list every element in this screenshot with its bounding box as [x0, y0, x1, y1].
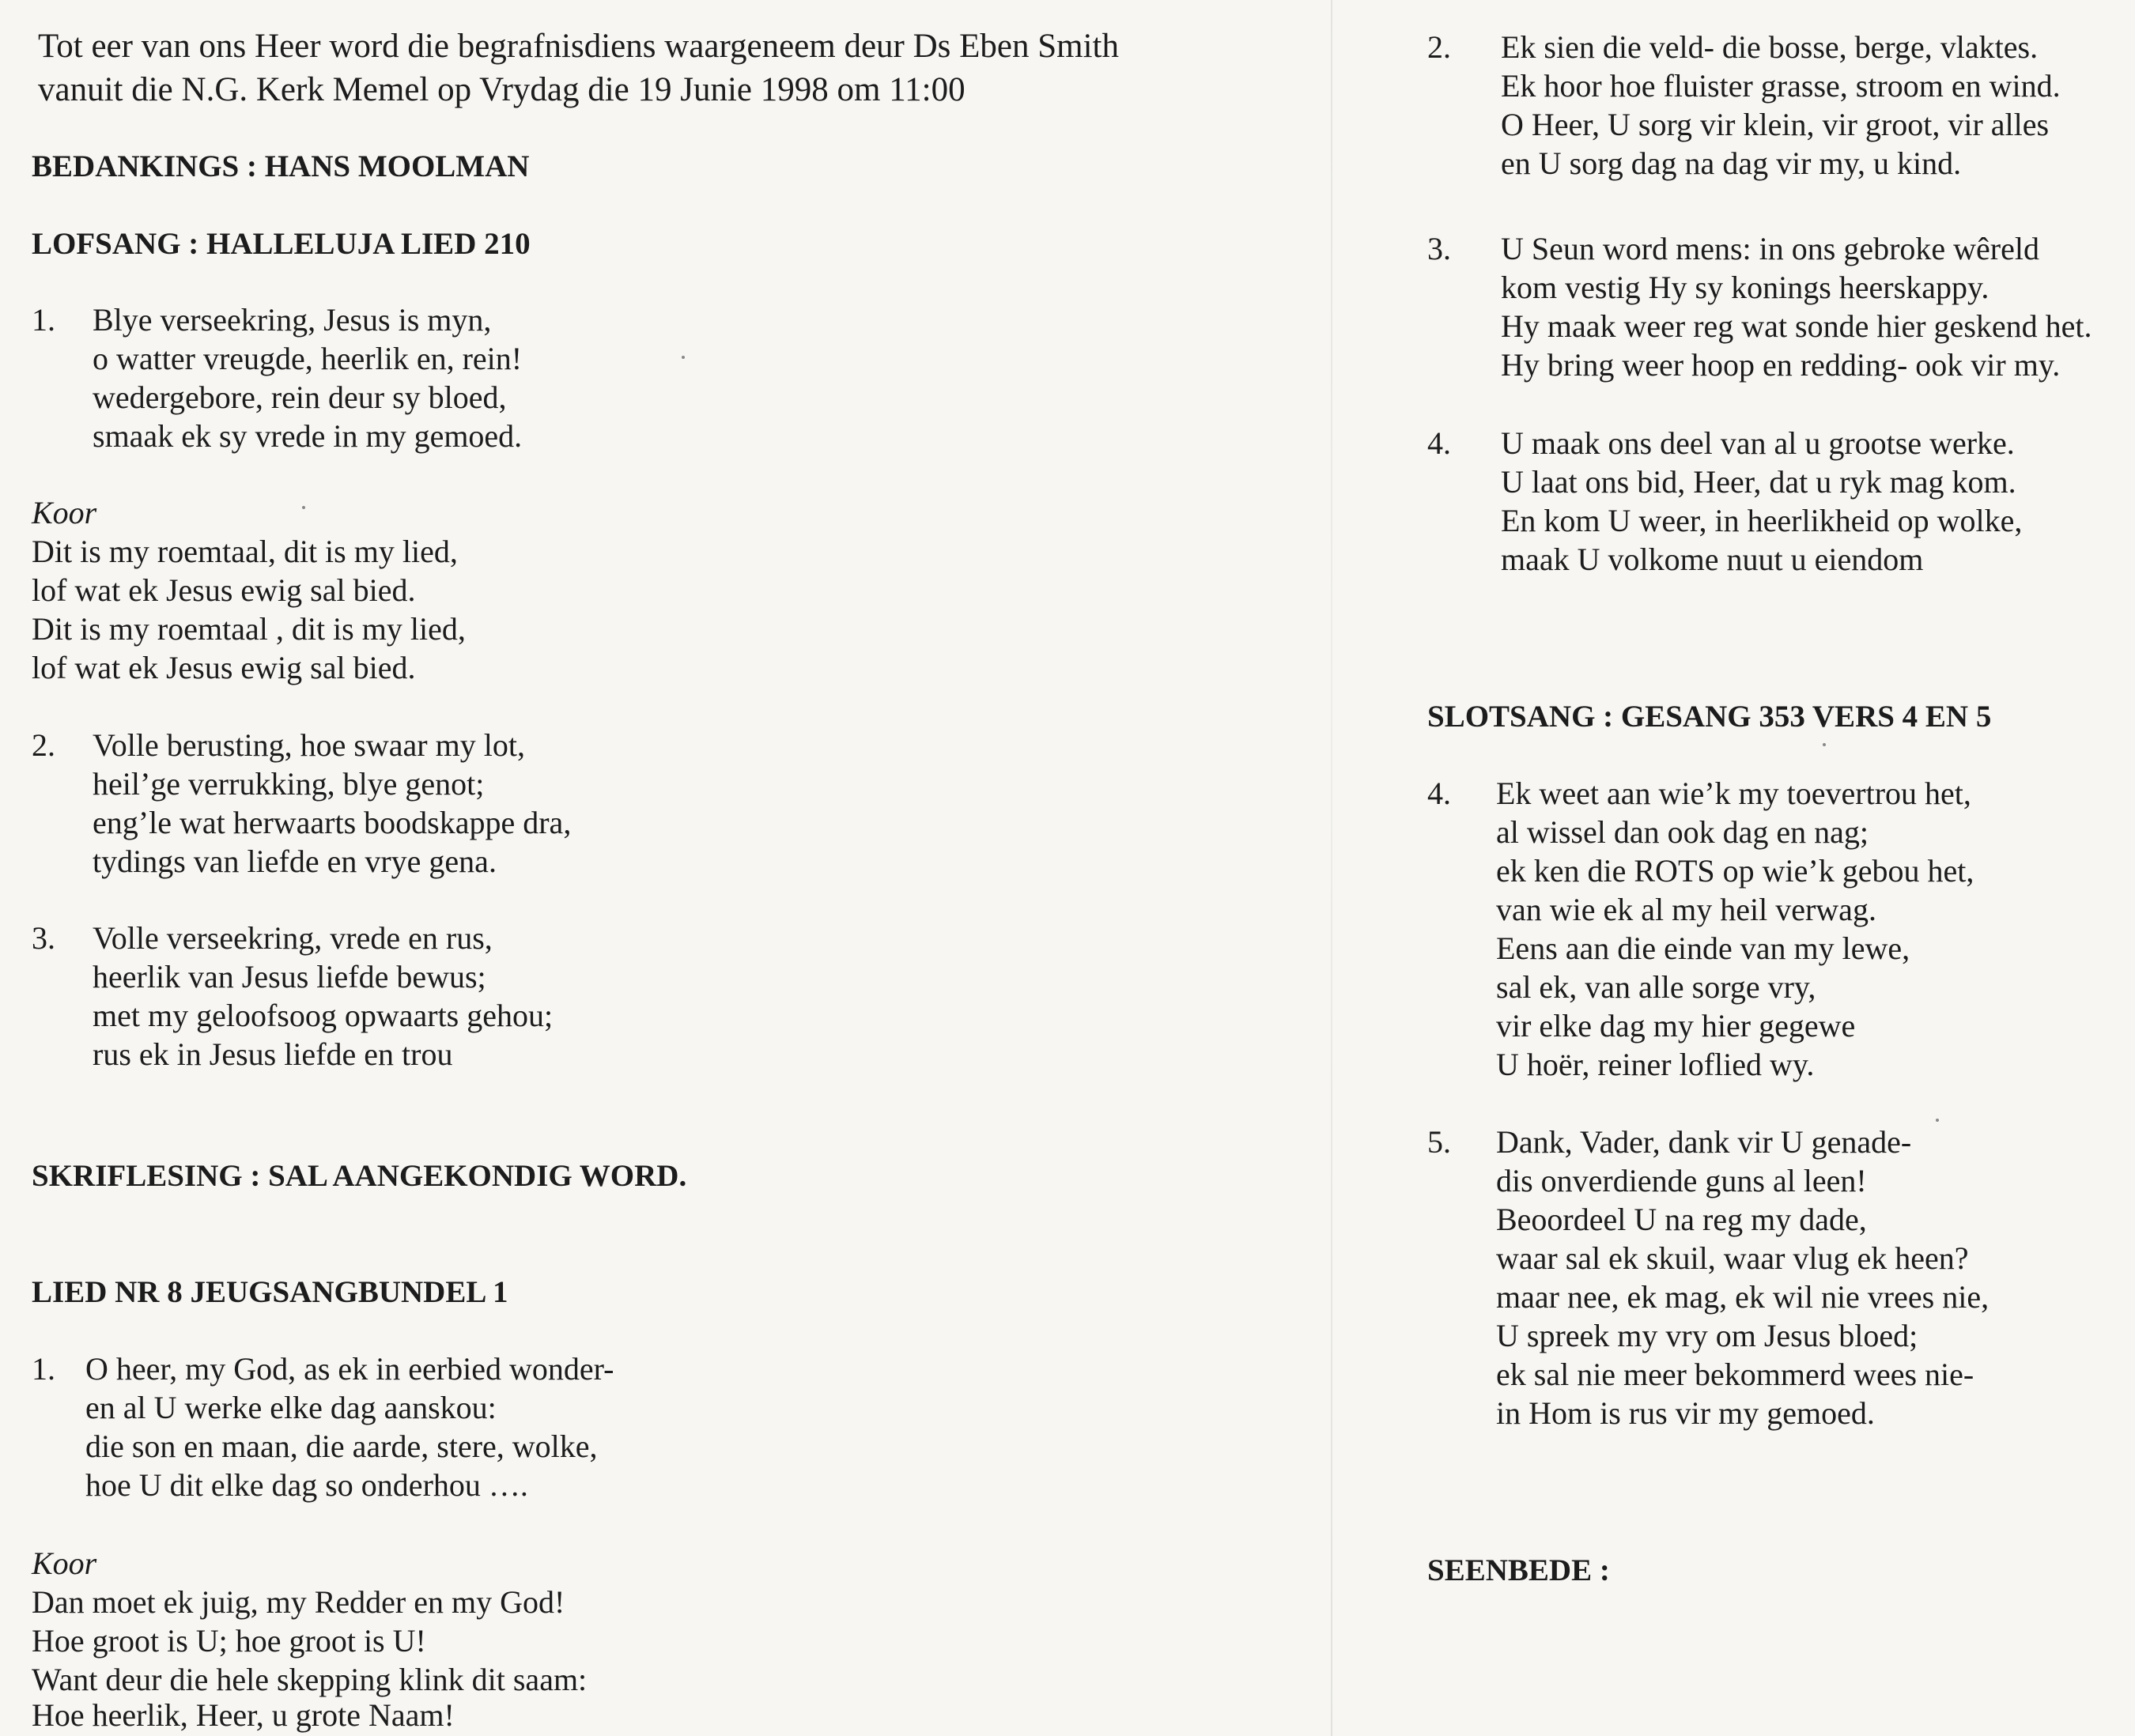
scan-speck: [302, 506, 305, 509]
verse-number: 4.: [1427, 425, 1451, 461]
verse-line: U maak ons deel van al u grootse werke.: [1501, 425, 2015, 461]
verse-number: 1.: [32, 302, 55, 338]
koor-line: lof wat ek Jesus ewig sal bied.: [32, 650, 416, 685]
page-fold: [1331, 0, 1332, 1736]
verse-line: U spreek my vry om Jesus bloed;: [1496, 1318, 1918, 1353]
verse-line: tydings van liefde en vrye gena.: [93, 843, 497, 879]
verse-line: heil’ge verrukking, blye genot;: [93, 766, 485, 802]
verse-line: in Hom is rus vir my gemoed.: [1496, 1395, 1875, 1431]
verse-line: die son en maan, die aarde, stere, wolke,: [85, 1428, 598, 1464]
verse-line: van wie ek al my heil verwag.: [1496, 892, 1876, 927]
koor-line: Dit is my roemtaal, dit is my lied,: [32, 534, 458, 569]
verse-number: 2.: [1427, 29, 1451, 65]
verse-line: U hoër, reiner loflied wy.: [1496, 1047, 1815, 1082]
verse-line: wedergebore, rein deur sy bloed,: [93, 379, 507, 415]
verse-line: ek sal nie meer bekommerd wees nie-: [1496, 1357, 1974, 1392]
verse-number: 3.: [32, 920, 55, 956]
verse-line: O heer, my God, as ek in eerbied wonder-: [85, 1351, 614, 1387]
lofsang-heading: LOFSANG : HALLELUJA LIED 210: [32, 227, 531, 261]
verse-line: kom vestig Hy sy konings heerskappy.: [1501, 270, 1990, 305]
verse-line: Volle verseekring, vrede en rus,: [93, 920, 493, 956]
verse-line: o watter vreugde, heerlik en, rein!: [93, 341, 523, 376]
verse-line: en al U werke elke dag aanskou:: [85, 1390, 497, 1425]
scan-speck: [1936, 1119, 1939, 1122]
verse-line: vir elke dag my hier gegewe: [1496, 1008, 1856, 1043]
koor-line: Dan moet ek juig, my Redder en my God!: [32, 1584, 565, 1620]
verse-number: 4.: [1427, 776, 1451, 811]
verse-number: 2.: [32, 727, 55, 763]
verse-line: waar sal ek skuil, waar vlug ek heen?: [1496, 1240, 1969, 1276]
verse-line: U laat ons bid, Heer, dat u ryk mag kom.: [1501, 464, 2016, 500]
verse-line: Hy bring weer hoop en redding- ook vir my.: [1501, 347, 2061, 383]
scan-speck: [682, 356, 685, 359]
verse-line: smaak ek sy vrede in my gemoed.: [93, 418, 523, 454]
verse-line: heerlik van Jesus liefde bewus;: [93, 959, 486, 994]
seenbede-heading: SEENBEDE :: [1427, 1553, 1610, 1587]
verse-line: eng’le wat herwaarts boodskappe dra,: [93, 805, 572, 840]
koor-line: lof wat ek Jesus ewig sal bied.: [32, 572, 416, 608]
verse-line: Volle berusting, hoe swaar my lot,: [93, 727, 525, 763]
verse-line: met my geloofsoog opwaarts gehou;: [93, 998, 554, 1033]
verse-line: Beoordeel U na reg my dade,: [1496, 1202, 1867, 1237]
verse-line: dis onverdiende guns al leen!: [1496, 1163, 1867, 1198]
verse-line: Ek hoor hoe fluister grasse, stroom en wind.: [1501, 68, 2061, 104]
koor-title: Koor: [32, 495, 97, 530]
koor-line: Hoe groot is U; hoe groot is U!: [32, 1623, 426, 1659]
verse-number: 5.: [1427, 1124, 1451, 1160]
skriflesing-heading: SKRIFLESING : SAL AANGEKONDIG WORD.: [32, 1159, 687, 1193]
verse-line: sal ek, van alle sorge vry,: [1496, 969, 1816, 1005]
lied-heading: LIED NR 8 JEUGSANGBUNDEL 1: [32, 1275, 508, 1309]
intro-line-1: Tot eer van ons Heer word die begrafnisdiens waargeneem deur Ds Eben Smith: [38, 28, 1119, 65]
verse-line: Eens aan die einde van my lewe,: [1496, 930, 1910, 966]
verse-line: Blye verseekring, Jesus is myn,: [93, 302, 492, 338]
koor-line: Hoe heerlik, Heer, u grote Naam!: [32, 1697, 455, 1733]
scan-speck: [1823, 743, 1826, 746]
verse-line: ek ken die ROTS op wie’k gebou het,: [1496, 853, 1974, 889]
verse-line: al wissel dan ook dag en nag;: [1496, 814, 1869, 850]
verse-line: Ek sien die veld- die bosse, berge, vlaktes.: [1501, 29, 2039, 65]
verse-line: Ek weet aan wie’k my toevertrou het,: [1496, 776, 1971, 811]
verse-number: 3.: [1427, 231, 1451, 266]
verse-line: Hy maak weer reg wat sonde hier geskend het.: [1501, 308, 2092, 344]
verse-line: en U sorg dag na dag vir my, u kind.: [1501, 145, 1962, 181]
verse-line: rus ek in Jesus liefde en trou: [93, 1036, 453, 1072]
verse-line: O Heer, U sorg vir klein, vir groot, vir alles: [1501, 107, 2050, 142]
intro-line-2: vanuit die N.G. Kerk Memel op Vrydag die 19 Junie 1998 om 11:00: [38, 71, 965, 108]
koor-title: Koor: [32, 1545, 97, 1581]
verse-line: U Seun word mens: in ons gebroke wêreld: [1501, 231, 2039, 266]
verse-line: maak U volkome nuut u eiendom: [1501, 542, 1924, 577]
bedankings-heading: BEDANKINGS : HANS MOOLMAN: [32, 149, 530, 183]
verse-line: maar nee, ek mag, ek wil nie vrees nie,: [1496, 1279, 1990, 1315]
verse-line: En kom U weer, in heerlikheid op wolke,: [1501, 503, 2023, 538]
verse-line: Dank, Vader, dank vir U genade-: [1496, 1124, 1912, 1160]
slotsang-heading: SLOTSANG : GESANG 353 VERS 4 EN 5: [1427, 700, 1992, 734]
verse-number: 1.: [32, 1351, 55, 1387]
verse-line: hoe U dit elke dag so onderhou ….: [85, 1467, 528, 1503]
koor-line: Want deur die hele skepping klink dit saam:: [32, 1662, 588, 1697]
koor-line: Dit is my roemtaal , dit is my lied,: [32, 611, 466, 647]
